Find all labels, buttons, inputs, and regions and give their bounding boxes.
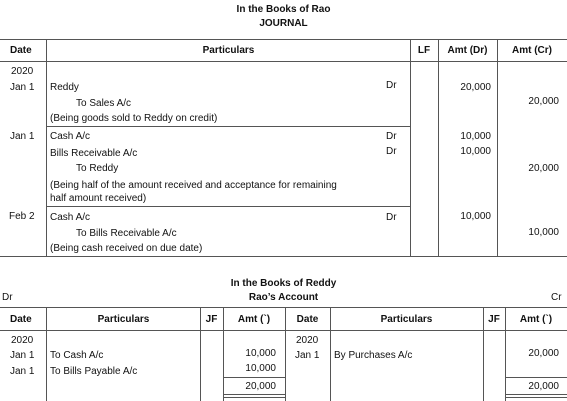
ledger-left-row-2-date: Jan 1 bbox=[10, 366, 35, 377]
ledger-right-row-1-date: Jan 1 bbox=[295, 350, 320, 361]
ledger-left-year: 2020 bbox=[11, 335, 34, 346]
ledger-header-jf-l: JF bbox=[205, 314, 218, 325]
ledger-left-total: 20,000 bbox=[245, 381, 276, 392]
ledger-right-total: 20,000 bbox=[528, 381, 559, 392]
journal-entry-1-dr: Dr bbox=[386, 80, 397, 91]
ledger-cr-label: Cr bbox=[551, 292, 562, 303]
ledger-left-total-rule-top bbox=[224, 377, 285, 378]
journal-header-lf: LF bbox=[417, 45, 431, 56]
ledger-left-row-2-particulars: To Bills Payable A/c bbox=[50, 366, 138, 377]
ledger-right-row-1-particulars: By Purchases A/c bbox=[334, 350, 413, 361]
journal-entry-2-date: Jan 1 bbox=[10, 131, 35, 142]
journal-entry-2-debit-1: Cash A/c bbox=[50, 131, 91, 142]
journal-header-amt-dr: Amt (Dr) bbox=[447, 45, 488, 56]
journal-year: 2020 bbox=[11, 66, 34, 77]
ledger-dr-label: Dr bbox=[2, 292, 13, 303]
journal-entry-3-date: Feb 2 bbox=[9, 211, 35, 222]
ledger-header-date-r: Date bbox=[296, 314, 319, 325]
journal-entry-3-amt-dr: 10,000 bbox=[460, 211, 491, 222]
journal-entry-3-credit: To Bills Receivable A/c bbox=[76, 228, 177, 239]
ledger-right-total-rule-2 bbox=[506, 397, 567, 398]
journal-entry-2-narration-2: half amount received) bbox=[50, 193, 147, 204]
journal-book-title: In the Books of Rao bbox=[236, 4, 331, 15]
ledger-left-row-1-particulars: To Cash A/c bbox=[50, 350, 104, 361]
ledger-header-particulars-r: Particulars bbox=[380, 314, 433, 325]
journal-col-divider-particulars bbox=[410, 39, 411, 256]
journal-entry-divider-2 bbox=[47, 206, 410, 207]
journal-entry-2-debit-2: Bills Receivable A/c bbox=[50, 148, 138, 159]
journal-entry-divider-1 bbox=[47, 126, 410, 127]
ledger-header-amt-l: Amt (`) bbox=[237, 314, 271, 325]
ledger-right-year: 2020 bbox=[296, 335, 319, 346]
journal-entry-2-amt-dr-1: 10,000 bbox=[460, 131, 491, 142]
journal-header-amt-cr: Amt (Cr) bbox=[512, 45, 552, 56]
ledger-header-border bbox=[0, 330, 567, 331]
journal-entry-1-credit: To Sales A/c bbox=[76, 98, 132, 109]
journal-entry-3-amt-cr: 10,000 bbox=[528, 227, 559, 238]
ledger-right-total-rule-top bbox=[506, 377, 567, 378]
journal-entry-3-narration: (Being cash received on due date) bbox=[50, 243, 203, 254]
journal-entry-3-debit: Cash A/c bbox=[50, 212, 91, 223]
ledger-header-date-l: Date bbox=[10, 314, 32, 325]
ledger-header-particulars-l: Particulars bbox=[97, 314, 150, 325]
ledger-right-row-1-amt: 20,000 bbox=[528, 348, 559, 359]
journal-entry-1-amt-dr: 20,000 bbox=[460, 82, 491, 93]
ledger-right-total-rule-1 bbox=[506, 394, 567, 395]
ledger-left-total-rule-1 bbox=[224, 394, 285, 395]
ledger-left-row-1-date: Jan 1 bbox=[10, 350, 35, 361]
journal-entry-2-amt-dr-2: 10,000 bbox=[460, 146, 491, 157]
ledger-book-title: In the Books of Reddy bbox=[230, 278, 337, 289]
ledger-top-border bbox=[0, 307, 567, 308]
journal-col-divider-date bbox=[46, 39, 47, 256]
journal-header-date: Date bbox=[10, 45, 32, 56]
journal-header-border bbox=[0, 61, 567, 62]
journal-entry-2-narration-1: (Being half of the amount received and acceptance for remaining bbox=[50, 180, 337, 191]
journal-header-particulars: Particulars bbox=[202, 45, 255, 56]
journal-entry-2-amt-cr: 20,000 bbox=[528, 163, 559, 174]
ledger-header-jf-r: JF bbox=[488, 314, 500, 325]
journal-entry-1-amt-cr: 20,000 bbox=[528, 96, 559, 107]
ledger-left-row-1-amt: 10,000 bbox=[245, 348, 276, 359]
journal-entry-3-dr: Dr bbox=[386, 212, 397, 223]
journal-entry-2-dr-1: Dr bbox=[386, 131, 397, 142]
ledger-header-amt-r: Amt (`) bbox=[519, 314, 553, 325]
journal-heading: JOURNAL bbox=[259, 18, 308, 29]
journal-top-border bbox=[0, 39, 567, 40]
journal-entry-2-dr-2: Dr bbox=[386, 146, 397, 157]
journal-bottom-border bbox=[0, 256, 567, 257]
journal-entry-1-date: Jan 1 bbox=[10, 82, 35, 93]
journal-entry-1-narration: (Being goods sold to Reddy on credit) bbox=[50, 113, 218, 124]
ledger-account-title: Rao’s Account bbox=[248, 292, 319, 303]
journal-entry-2-credit: To Reddy bbox=[76, 163, 119, 174]
ledger-left-total-rule-2 bbox=[224, 397, 285, 398]
ledger-left-row-2-amt: 10,000 bbox=[245, 363, 276, 374]
journal-col-divider-amtdr bbox=[497, 39, 498, 256]
journal-entry-1-debit: Reddy bbox=[50, 82, 79, 93]
